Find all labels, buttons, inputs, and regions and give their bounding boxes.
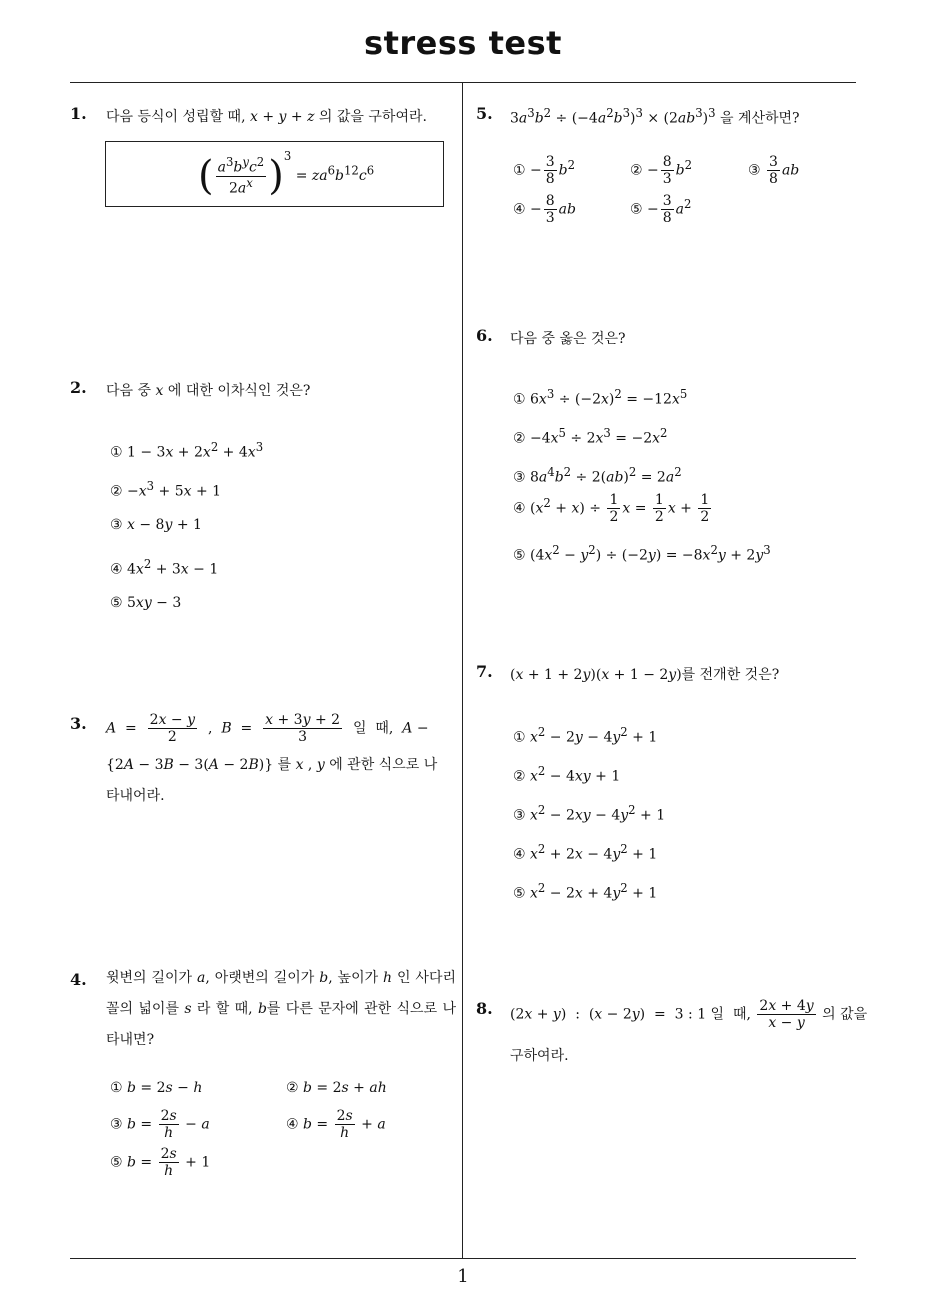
question-5-option-1[interactable]: ① − $\frac{3}{8}$ $b^2$ bbox=[513, 154, 576, 188]
footer-rule bbox=[70, 1258, 856, 1259]
question-4-option-5[interactable]: ⑤ b = $\frac{2s}{h}$ + 1 bbox=[110, 1146, 211, 1180]
question-2-option-4[interactable]: ④ $4x^2 + 3x - 1$ bbox=[110, 557, 219, 578]
question-5-option-2[interactable]: ② − $\frac{8}{3}$ $b^2$ bbox=[630, 154, 693, 188]
question-6-option-1[interactable]: ① $6x^3 \div (-2x)^2 = -12x^5$ bbox=[513, 387, 688, 408]
question-7-option-2[interactable]: ② $x^2 - 4xy + 1$ bbox=[513, 764, 621, 785]
question-4-option-4[interactable]: ④ b = $\frac{2s}{h}$ + a bbox=[286, 1108, 386, 1142]
question-2-option-3[interactable]: ③ x − 8y + 1 bbox=[110, 517, 202, 533]
question-6-text: 다음 중 옳은 것은? bbox=[510, 331, 626, 347]
question-4-option-2[interactable]: ② b = 2s + ah bbox=[286, 1080, 387, 1096]
question-8-line-1: (2x + y) : (x − 2y) = 3 : 1 일 때, $\frac{2x + 4y}{x - y}$ 의 값을 bbox=[510, 998, 868, 1032]
header-rule bbox=[70, 82, 856, 83]
question-2-text: 다음 중 x 에 대한 이차식인 것은? bbox=[106, 383, 311, 399]
question-1-text: 다음 등식이 성립할 때, x + y + z 의 값을 구하여라. bbox=[106, 109, 427, 125]
column-divider bbox=[462, 83, 463, 1258]
question-7-option-3[interactable]: ③ $x^2 - 2xy - 4y^2 + 1$ bbox=[513, 803, 666, 824]
question-1-equation: ( $\frac{a^3b^yc^2}{2a^x}$ )$^3 = za^6b^{12}c^6$ bbox=[198, 149, 375, 199]
question-7-option-1[interactable]: ① $x^2 - 2y - 4y^2 + 1$ bbox=[513, 725, 658, 746]
question-2-option-1[interactable]: ① $1 - 3x + 2x^2 + 4x^3$ bbox=[110, 440, 264, 461]
question-8-line-2: 구하여라. bbox=[510, 1048, 569, 1064]
question-7-text: (x + 1 + 2y)(x + 1 − 2y)를 전개한 것은? bbox=[510, 667, 780, 683]
question-5-number: 5. bbox=[476, 104, 493, 123]
question-3-line-2: {2A − 3B − 3(A − 2B)} 를 x , y 에 관한 식으로 나 타내어라. bbox=[106, 757, 438, 804]
question-7-option-4[interactable]: ④ $x^2 + 2x - 4y^2 + 1$ bbox=[513, 842, 658, 863]
question-6-number: 6. bbox=[476, 326, 493, 345]
question-1-number: 1. bbox=[70, 104, 87, 123]
question-2-number: 2. bbox=[70, 378, 87, 397]
page-title: stress test bbox=[364, 24, 562, 62]
question-4-option-1[interactable]: ① b = 2s − h bbox=[110, 1080, 203, 1096]
question-4-option-3[interactable]: ③ b = $\frac{2s}{h}$ − a bbox=[110, 1108, 210, 1142]
question-5-text: $3a^3b^2 \div (-4a^2b^3)^3 \times (2ab^3)^3$ 을 계산하면? bbox=[510, 106, 800, 127]
question-6-option-4[interactable]: ④ $(x^2 + x)$ ÷ $\frac{1}{2}$ x = $\frac{1}{2}$ x + $\frac{1}{2}$ bbox=[513, 492, 710, 526]
question-7-number: 7. bbox=[476, 662, 493, 681]
question-6-option-5[interactable]: ⑤ $(4x^2 - y^2) \div (-2y) = -8x^2y + 2y^3$ bbox=[513, 543, 771, 564]
question-2-option-5[interactable]: ⑤ 5xy − 3 bbox=[110, 595, 182, 611]
question-5-option-5[interactable]: ⑤ − $\frac{3}{8}$ $a^2$ bbox=[630, 193, 692, 227]
question-2-option-2[interactable]: ② $-x^3 + 5x + 1$ bbox=[110, 479, 222, 500]
question-6-option-3[interactable]: ③ $8a^4b^2 \div 2(ab)^2 = 2a^2$ bbox=[513, 465, 682, 486]
question-3-number: 3. bbox=[70, 714, 87, 733]
question-4-text: 윗변의 길이가 a, 아랫변의 길이가 b, 높이가 h 인 사다리꼴의 넓이를 s 라 할 때, b를 다른 문자에 관한 식으로 나타내면? bbox=[106, 970, 457, 1048]
page-number: 1 bbox=[457, 1266, 469, 1287]
question-6-option-2[interactable]: ② $-4x^5 \div 2x^3 = -2x^2$ bbox=[513, 426, 668, 447]
question-4-number: 4. bbox=[70, 970, 87, 989]
question-3-line-1: A = $\frac{2x - y}{2}$ , B = $\frac{x + 3y + 2}{3}$ 일 때, A − bbox=[106, 712, 429, 746]
question-5-option-4[interactable]: ④ − $\frac{8}{3}$ ab bbox=[513, 193, 576, 227]
question-7-option-5[interactable]: ⑤ $x^2 - 2x + 4y^2 + 1$ bbox=[513, 881, 658, 902]
question-5-option-3[interactable]: ③ $\frac{3}{8}$ ab bbox=[748, 154, 800, 188]
question-8-number: 8. bbox=[476, 999, 493, 1018]
